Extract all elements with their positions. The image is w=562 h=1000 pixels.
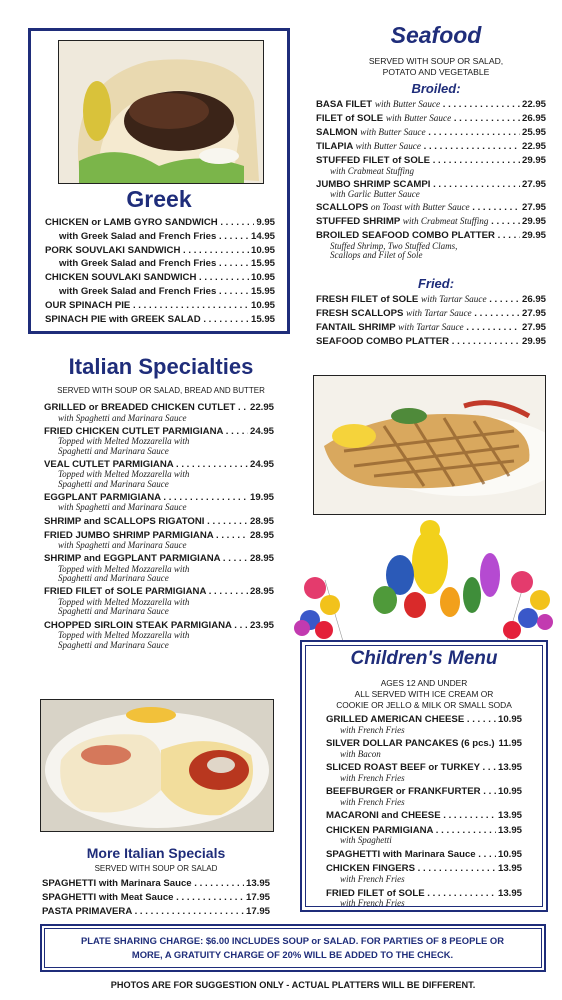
item-name [316, 99, 520, 111]
menu-item [316, 155, 546, 167]
italian-subtitle: SERVED WITH SOUP OR SALAD, BREAD AND BUTTER [57, 386, 265, 395]
item-name [316, 155, 520, 167]
item-title: SCALLOPS [316, 202, 369, 214]
seafood-subtitle-1: SERVED WITH SOUP OR SALAD, [368, 56, 504, 66]
item-note: with French Fries [340, 772, 405, 783]
item-price: 23.95 [249, 619, 274, 631]
item-price: 28.95 [249, 553, 274, 565]
item-title: SLICED ROAST BEEF or TURKEY [326, 762, 480, 774]
item-name [42, 906, 244, 918]
item-note: Topped with Melted Mozzarella with [58, 630, 190, 641]
greek-item-list [45, 217, 275, 325]
fried-heading: Fried: [417, 276, 455, 291]
greek-items [45, 217, 275, 325]
item-name [316, 308, 520, 320]
spaghetti-photo [40, 699, 274, 832]
item-price: 22.95 [249, 402, 274, 413]
menu-item [45, 217, 275, 229]
menu-item [45, 286, 275, 298]
item-name [316, 294, 520, 306]
item-name [326, 738, 497, 750]
menu-item [326, 849, 522, 861]
item-price: 13.95 [497, 887, 522, 899]
item-title: FRIED CHICKEN CUTLET PARMIGIANA [44, 425, 224, 437]
item-name [42, 878, 244, 890]
item-note: with Garlic Butter Sauce [330, 189, 420, 200]
item-note: Topped with Melted Mozzarella with [58, 436, 190, 447]
item-title: FILET of SOLE [316, 113, 384, 124]
item-title: SALMON [316, 127, 358, 138]
item-price: 13.95 [497, 810, 522, 822]
menu-item [316, 141, 546, 153]
item-price: 10.95 [250, 272, 275, 284]
menu-item [316, 308, 546, 320]
item-price: 9.95 [256, 217, 275, 228]
menu-item [316, 230, 546, 242]
item-description: with Butter Sauce [385, 113, 452, 123]
item-price: 19.95 [249, 491, 274, 503]
item-name [316, 322, 520, 334]
item-price: 15.95 [250, 258, 275, 270]
menu-item [326, 810, 522, 822]
item-name [326, 762, 496, 774]
item-name [326, 714, 496, 726]
fish-photo [313, 375, 546, 515]
item-note: with French Fries [340, 724, 405, 735]
item-price: 29.95 [521, 230, 546, 242]
seafood-subtitle-2: POTATO AND VEGETABLE [382, 67, 490, 77]
menu-item [44, 516, 274, 528]
item-note: Topped with Melted Mozzarella with [58, 596, 190, 607]
item-title: with Greek Salad and French Fries [59, 258, 217, 270]
item-name [316, 113, 520, 125]
fried-list [316, 294, 546, 348]
item-note: Spaghetti and Marinara Sauce [58, 478, 169, 489]
greek-title: Greek [126, 186, 192, 212]
item-name [316, 230, 520, 242]
item-price: 27.95 [521, 322, 546, 333]
item-note: Spaghetti and Marinara Sauce [58, 573, 169, 584]
item-note: with Spaghetti and Marinara Sauce [58, 412, 187, 423]
item-title: FRIED FILET of SOLE PARMIGIANA [44, 586, 207, 598]
item-note: with French Fries [340, 796, 405, 807]
item-name [44, 402, 248, 414]
item-description: with Tartar Sauce [406, 308, 472, 318]
item-name [44, 516, 248, 528]
more-italian-subtitle: SERVED WITH SOUP OR SALAD [94, 864, 218, 873]
children-title: Children's Menu [350, 648, 498, 669]
item-description: with Butter Sauce [374, 99, 441, 109]
item-title: with Greek Salad and French Fries [59, 230, 217, 242]
item-title: STUFFED SHRIMP [316, 216, 401, 228]
item-name [44, 553, 248, 565]
item-title: SHRIMP and EGGPLANT PARMIGIANA [44, 553, 221, 565]
seafood-title: Seafood [390, 22, 482, 48]
item-price: 28.95 [249, 529, 274, 541]
menu-item [316, 99, 546, 111]
item-name [316, 216, 520, 228]
item-title: STUFFED FILET of SOLE [316, 155, 431, 166]
item-price: 28.95 [249, 515, 274, 527]
item-name [45, 272, 249, 284]
item-price: 10.95 [250, 244, 275, 256]
children-box [300, 640, 548, 912]
item-note: with Spaghetti and Marinara Sauce [58, 502, 187, 513]
item-price: 29.95 [521, 216, 546, 228]
item-price: 27.95 [521, 202, 546, 214]
item-price: 11.95 [498, 738, 522, 750]
italian-title: Italian Specialties [68, 354, 254, 379]
item-price: 10.95 [250, 299, 275, 311]
menu-item [45, 245, 275, 257]
item-title: CHICKEN SOUVLAKI SANDWICH [45, 272, 197, 284]
item-description: with Butter Sauce [355, 141, 421, 151]
item-title: TILAPIA [316, 141, 353, 152]
item-price: 26.95 [521, 113, 546, 124]
more-italian-list [42, 878, 270, 918]
menu-item [316, 294, 546, 306]
item-title: SILVER DOLLAR PANCAKES (6 pcs.) [326, 738, 495, 750]
item-title: SPINACH PIE with GREEK SALAD [45, 313, 201, 325]
item-title: GRILLED AMERICAN CHEESE [326, 714, 465, 725]
item-note: Scallops and Filet of Sole [330, 250, 423, 261]
item-title: FRESH SCALLOPS [316, 308, 404, 319]
item-price: 13.95 [245, 878, 270, 889]
item-price: 10.95 [497, 714, 522, 725]
item-title: FRIED FILET of SOLE [326, 887, 425, 899]
menu-item [316, 127, 546, 139]
item-name [326, 810, 496, 822]
item-title: OUR SPINACH PIE [45, 299, 131, 311]
item-title: SPAGHETTI with Marinara Sauce [42, 878, 192, 889]
item-title: EGGPLANT PARMIGIANA [44, 491, 161, 503]
item-note: Spaghetti and Marinara Sauce [58, 445, 169, 456]
item-price: 14.95 [250, 230, 275, 242]
item-title: SEAFOOD COMBO PLATTER [316, 336, 450, 347]
menu-item [316, 336, 546, 348]
item-name [316, 336, 520, 348]
menu-item [326, 738, 522, 750]
item-name [45, 231, 249, 243]
item-title: PORK SOUVLAKI SANDWICH [45, 244, 181, 256]
menu-item [44, 402, 274, 414]
item-note: with Spaghetti [340, 835, 392, 846]
item-title: FRESH FILET of SOLE [316, 294, 419, 305]
item-title: CHICKEN or LAMB GYRO SANDWICH [45, 217, 218, 228]
item-price: 13.95 [497, 762, 522, 774]
menu-item [42, 906, 270, 918]
children-illustration [290, 520, 560, 650]
item-price: 13.95 [497, 863, 522, 875]
menu-item [42, 892, 270, 904]
broiled-heading: Broiled: [411, 81, 461, 96]
item-title: SPAGHETTI with Marinara Sauce [326, 848, 476, 860]
item-price: 22.95 [521, 99, 546, 110]
item-description: with Butter Sauce [360, 127, 426, 137]
menu-item [326, 762, 522, 774]
item-title: JUMBO SHRIMP SCAMPI [316, 178, 431, 190]
item-name [42, 892, 244, 904]
item-note: Spaghetti and Marinara Sauce [58, 606, 169, 617]
item-price: 28.95 [249, 586, 274, 598]
plate-charge-line-1: PLATE SHARING CHARGE: $6.00 INCLUDES SOUP or SALAD. FOR PARTIES OF 8 PEOPLE OR [81, 935, 504, 946]
item-name [316, 127, 520, 139]
item-name [316, 202, 520, 214]
item-price: 22.95 [521, 141, 546, 152]
menu-item [45, 314, 275, 326]
item-title: SHRIMP and SCALLOPS RIGATONI [44, 515, 205, 527]
item-price: 17.95 [245, 892, 270, 904]
menu-item [326, 714, 522, 726]
photo-disclaimer: PHOTOS ARE FOR SUGGESTION ONLY - ACTUAL PLATTERS WILL BE DIFFERENT. [110, 980, 476, 990]
menu-item [45, 300, 275, 312]
item-note: with Bacon [340, 748, 381, 759]
item-title: FRIED JUMBO SHRIMP PARMIGIANA [44, 529, 214, 541]
item-name [45, 300, 249, 312]
item-name [326, 849, 496, 861]
item-description: on Toast with Butter Sauce [370, 202, 470, 213]
item-title: MACARONI and CHEESE [326, 810, 441, 822]
item-name [45, 314, 249, 326]
menu-item [316, 202, 546, 214]
item-title: BEEFBURGER or FRANKFURTER [326, 786, 481, 798]
item-price: 10.95 [497, 786, 522, 798]
menu-item [42, 878, 270, 890]
greek-section [28, 28, 290, 334]
item-price: 27.95 [521, 308, 546, 319]
children-list [326, 714, 522, 909]
item-description: with Tartar Sauce [421, 294, 487, 304]
menu-item [45, 272, 275, 284]
item-title: CHICKEN FINGERS [326, 863, 416, 875]
item-description: with Tartar Sauce [398, 322, 464, 332]
more-italian-title: More Italian Specials [86, 845, 226, 861]
item-note: Spaghetti and Marinara Sauce [58, 639, 169, 650]
item-price: 15.95 [250, 285, 275, 297]
item-price: 10.95 [497, 848, 522, 860]
item-name [45, 245, 249, 257]
item-title: GRILLED or BREADED CHICKEN CUTLET [44, 402, 236, 413]
item-title: with Greek Salad and French Fries [59, 285, 217, 297]
children-note-3: COOKIE OR JELLO & MILK OR SMALL SODA [336, 700, 512, 710]
children-note-2: ALL SERVED WITH ICE CREAM OR [354, 689, 494, 699]
children-note-1: AGES 12 AND UNDER [380, 678, 468, 688]
item-price: 29.95 [521, 336, 546, 347]
item-price: 26.95 [521, 294, 546, 305]
broiled-list [316, 99, 546, 261]
item-title: FANTAIL SHRIMP [316, 322, 396, 333]
menu-item [45, 231, 275, 243]
item-price: 24.95 [249, 425, 274, 437]
item-note: Topped with Melted Mozzarella with [58, 563, 190, 574]
menu-item [316, 322, 546, 334]
item-note: Topped with Melted Mozzarella with [58, 469, 190, 480]
item-price: 13.95 [497, 824, 522, 836]
item-price: 24.95 [249, 458, 274, 470]
item-note: with French Fries [340, 873, 405, 884]
item-name [316, 141, 520, 153]
menu-item [45, 258, 275, 270]
item-note: with French Fries [340, 898, 405, 909]
item-price: 27.95 [521, 178, 546, 190]
item-name [45, 217, 254, 229]
item-title: BROILED SEAFOOD COMBO PLATTER [316, 230, 495, 242]
item-title: CHOPPED SIRLOIN STEAK PARMIGIANA [44, 619, 232, 631]
item-price: 25.95 [521, 127, 546, 138]
item-note: Stuffed Shrimp, Two Stuffed Clams, [330, 240, 458, 251]
italian-list [44, 402, 274, 650]
item-note: with Crabmeat Stuffing [330, 165, 415, 176]
item-title: CHICKEN PARMIGIANA [326, 824, 434, 836]
plate-charge-line-2: MORE, A GRATUITY CHARGE OF 20% WILL BE ADDED TO THE CHECK. [131, 949, 454, 960]
item-title: VEAL CUTLET PARMIGIANA [44, 458, 174, 470]
plate-charge-box [40, 924, 546, 972]
item-price: 15.95 [250, 313, 275, 325]
gyro-photo [58, 40, 264, 184]
menu-item [316, 113, 546, 125]
item-name [45, 286, 249, 298]
item-name [45, 258, 249, 270]
menu-item [316, 216, 546, 228]
menu-item [44, 553, 274, 565]
item-price: 29.95 [521, 155, 546, 166]
item-price: 17.95 [245, 906, 270, 918]
item-title: BASA FILET [316, 99, 373, 110]
item-title: PASTA PRIMAVERA [42, 906, 132, 918]
item-description: with Crabmeat Stuffing [402, 216, 489, 227]
item-note: with Spaghetti and Marinara Sauce [58, 540, 187, 551]
item-title: SPAGHETTI with Meat Sauce [42, 892, 174, 904]
